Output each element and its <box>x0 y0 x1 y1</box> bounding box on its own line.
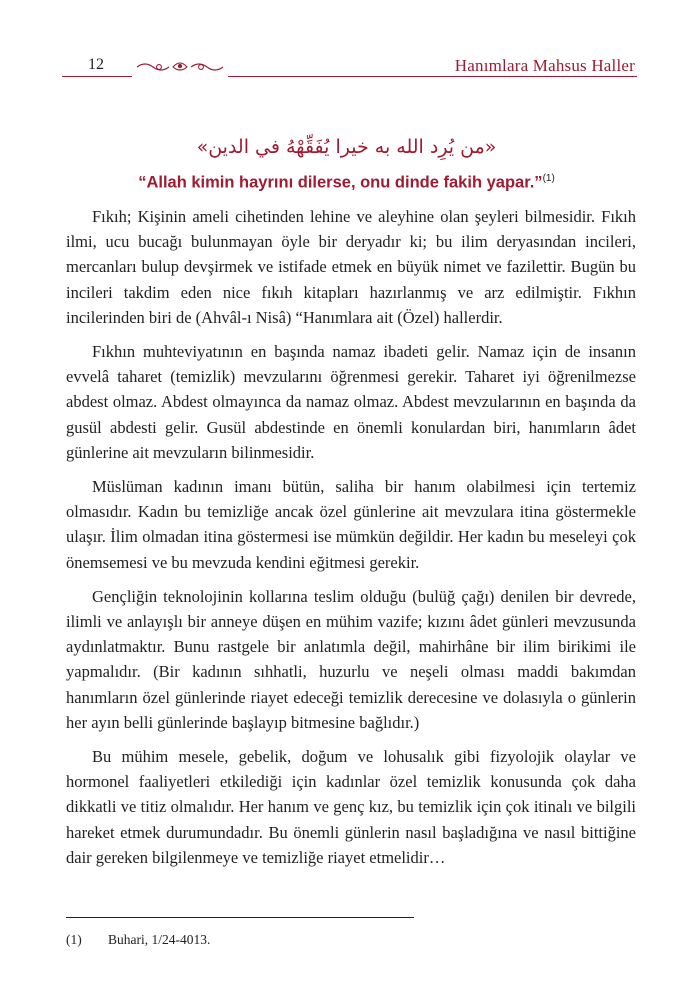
hadith-text: “Allah kimin hayrını dilerse, onu dinde fakih yapar.” <box>138 173 543 192</box>
floral-ornament-icon <box>135 58 225 74</box>
body-text <box>66 204 636 879</box>
hadith-translation <box>0 173 693 193</box>
footnote-divider <box>66 917 414 918</box>
arabic-quote: «من يُرِد الله به خيرا يُفَقِّهْهُ في الدين» <box>196 136 497 158</box>
footnote-number: (1) <box>66 932 82 947</box>
footnote <box>66 932 210 948</box>
paragraph: Bu mühim mesele, gebelik, doğum ve lohusalık gibi fizyolojik olaylar ve hormonel faaliyetleri etkilediği için kadınlar özel temizlik konusunda çok daha dikkatli ve titiz olmalıdır. Her hanım ve genç kız, bu temizlik için çok itinalı ve bilgili hareket etmek durumundadır. Bu önemli günlerin nasıl başladığına ve nasıl bittiğine dair gereken bilgilenmeye ve temizliğe riayet etmelidir… <box>66 747 636 867</box>
header-rule-right <box>228 76 637 77</box>
running-title: Hanımlara Mahsus Haller <box>454 56 635 75</box>
paragraph: Fıkhın muhteviyatının en başında namaz ibadeti gelir. Namaz için de insanın evvelâ taharet (temizlik) mevzularını öğrenmesi gerekir. Taharet iyi öğrenilmezse abdest olmaz. Abdest olmayınca da namaz olmaz. Abdest mevzularının en başında da gusül abdesti gelir. Gusül abdestinde en önemli konulardan biri, hanımların âdet günlerine ait mevzuların bilinmesidir. <box>66 342 636 462</box>
paragraph: Gençliğin teknolojinin kollarına teslim olduğu (bulüğ çağı) denilen bir devrede, ilimli ve anlayışlı bir anneye düşen en mühim vazife; kızını âdet günleri mevzusunda aydınlatmaktır. Bunu rastgele bir anlatımla değil, mahirhâne bir ilim birikimi ile yapmalıdır. (Bir kadının sıhhatli, huzurlu ve neşeli olması maddi bakımdan hanımların özel günlerinde riayet edeceği temizlik derecesine ve dolasıyla o günlerin her ayın belli günlerinde başlayıp bitmesine bağlıdır.) <box>66 586 636 732</box>
header-rule-left <box>62 76 132 77</box>
paragraph: Müslüman kadının imanı bütün, saliha bir hanım olabilmesi için tertemiz olmasıdır. Kadın bu temizliğe ancak özel günlerine ait mevzulara itina göstermekle ulaşır. İlim olmadan itina göstermesi ise mümkün değildir. Her kadın bu meseleyi çok önemsemesi ve bu mevzuda kendini eğitmesi gerekir. <box>66 477 636 572</box>
footnote-ref[interactable]: (1) <box>542 173 555 184</box>
footnote-text: Buhari, 1/24-4013. <box>108 932 211 947</box>
page-number: 12 <box>88 56 104 73</box>
page-header <box>0 52 693 82</box>
paragraph: Fıkıh; Kişinin ameli cihetinden lehine ve aleyhine olan şeyleri bilmesidir. Fıkıh ilmi, ucu bucağı bulunmayan öyle bir deryadır ki; bu ilim deryasından incileri, mercanları bulup devşirmek ve istifade etmek en büyük nimet ve fazilettir. Bugün bu incileri takdim eden nice fıkıh kitapları hazırlanmış ve arz edilmiştir. Fıkhın incilerinden biri de (Ahvâl-ı Nisâ) “Hanımlara ait (Özel) hallerdir. <box>66 207 636 327</box>
